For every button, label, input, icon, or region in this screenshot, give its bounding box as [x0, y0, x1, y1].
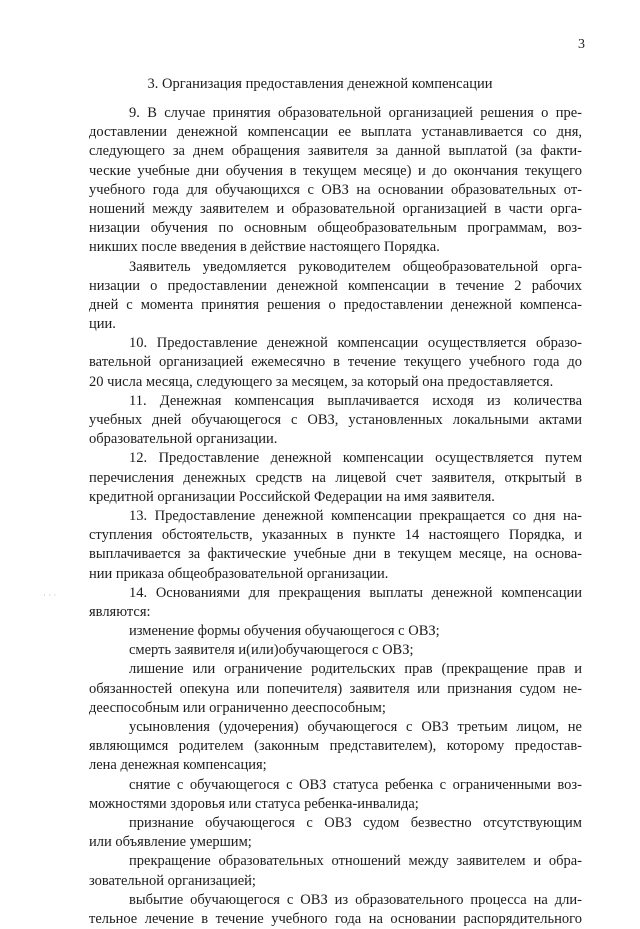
text-line: тельное лечение в течение учебного года на основании распорядительного [89, 910, 582, 927]
text-line: учебных дней обучающегося с ОВЗ, установленных локальными актами [89, 412, 582, 428]
text-line: выплачивается за фактические учебные дни в текущем месяце, на основа- [89, 546, 582, 563]
text-line: снятие с обучающегося с ОВЗ статуса ребенка с ограниченными воз- [129, 776, 582, 793]
text-line: 14. Основаниями для прекращения выплаты денежной компенсации [129, 584, 582, 601]
text-line: усыновления (удочерения) обучающегося с ОВЗ третьим лицом, не [129, 719, 582, 735]
text-line: 9. В случае принятия образовательной организацией решения о пре- [129, 105, 582, 121]
text-line: Заявитель уведомляется руководителем общеобразовательной орга- [129, 258, 582, 275]
text-line: лишение или ограничение родительских прав (прекращение прав и [129, 661, 582, 678]
text-line: дееспособным или ограниченно дееспособным; [89, 699, 386, 716]
text-line: 20 числа месяца, следующего за месяцем, за который она предоставляется. [89, 373, 554, 390]
text-line: зовательной организацией; [89, 872, 256, 889]
text-line: кредитной организации Российской Федерации на имя заявителя. [89, 488, 495, 505]
section-title: 3. Организация предоставления денежной компенсации [147, 76, 493, 92]
text-line: ческие учебные дни обучения в текущем месяце) и до окончания текущего [89, 162, 582, 179]
text-line: 13. Предоставление денежной компенсации прекращается со дня на- [129, 507, 582, 524]
text-line: 12. Предоставление денежной компенсации осуществляется путем [129, 450, 582, 467]
text-line: низации о предоставлении денежной компенсации в течение 2 рабочих [89, 277, 582, 294]
text-line: перечисления денежных средств на лицевой счет заявителя, открытый в [89, 469, 582, 486]
text-line: прекращение образовательных отношений между заявителем и обра- [129, 853, 582, 870]
margin-mark: · · · [43, 590, 57, 600]
text-line: нии приказа общеобразовательной организации. [89, 565, 389, 582]
text-line: доставлении денежной компенсации ее выплата устанавливается со дня, [89, 124, 582, 141]
text-line: или объявление умершим; [89, 834, 252, 851]
text-line: дней с момента принятия решения о предоставлении денежной компенса- [89, 296, 582, 313]
text-line: являющимся родителем (законным представителем), которому предостав- [89, 738, 582, 755]
text-line: лена денежная компенсация; [89, 757, 267, 774]
text-line: выбытие обучающегося с ОВЗ из образовательного процесса на дли- [129, 891, 582, 908]
text-line: признание обучающегося с ОВЗ судом безвестно отсутствующим [129, 814, 582, 831]
text-line: учебного года для обучающихся с ОВЗ на основании образовательных от- [89, 181, 582, 198]
text-line: изменение формы обучения обучающегося с ОВЗ; [129, 623, 440, 640]
page-number: 3 [578, 37, 585, 52]
document-body [89, 104, 582, 929]
text-line: 11. Денежная компенсация выплачивается исходя из количества [129, 392, 582, 409]
text-line: являются: [89, 603, 151, 620]
text-line: следующего за днем обращения заявителя за данной выплатой (за факти- [89, 143, 582, 160]
text-line: никших после введения в действие настоящего Порядка. [89, 239, 440, 256]
text-line: образовательной организации. [89, 431, 278, 448]
text-line: можностями здоровья или статуса ребенка-инвалида; [89, 795, 419, 812]
text-line: смерть заявителя и(или)обучающегося с ОВЗ; [129, 642, 414, 659]
text-line: ношений между заявителем и образовательной организацией в части орга- [89, 200, 582, 217]
text-line: низации обучения по основным общеобразовательным программам, воз- [89, 220, 582, 237]
text-line: ступления обстоятельств, указанных в пункте 14 настоящего Порядка, и [89, 527, 582, 544]
text-line: вательной организацией ежемесячно в течение текущего учебного года до [89, 354, 582, 371]
text-line: 10. Предоставление денежной компенсации осуществляется образо- [129, 335, 582, 352]
text-line: обязанностей опекуна или попечителя) заявителя или признания судом не- [89, 680, 582, 697]
text-line: ции. [89, 316, 116, 333]
